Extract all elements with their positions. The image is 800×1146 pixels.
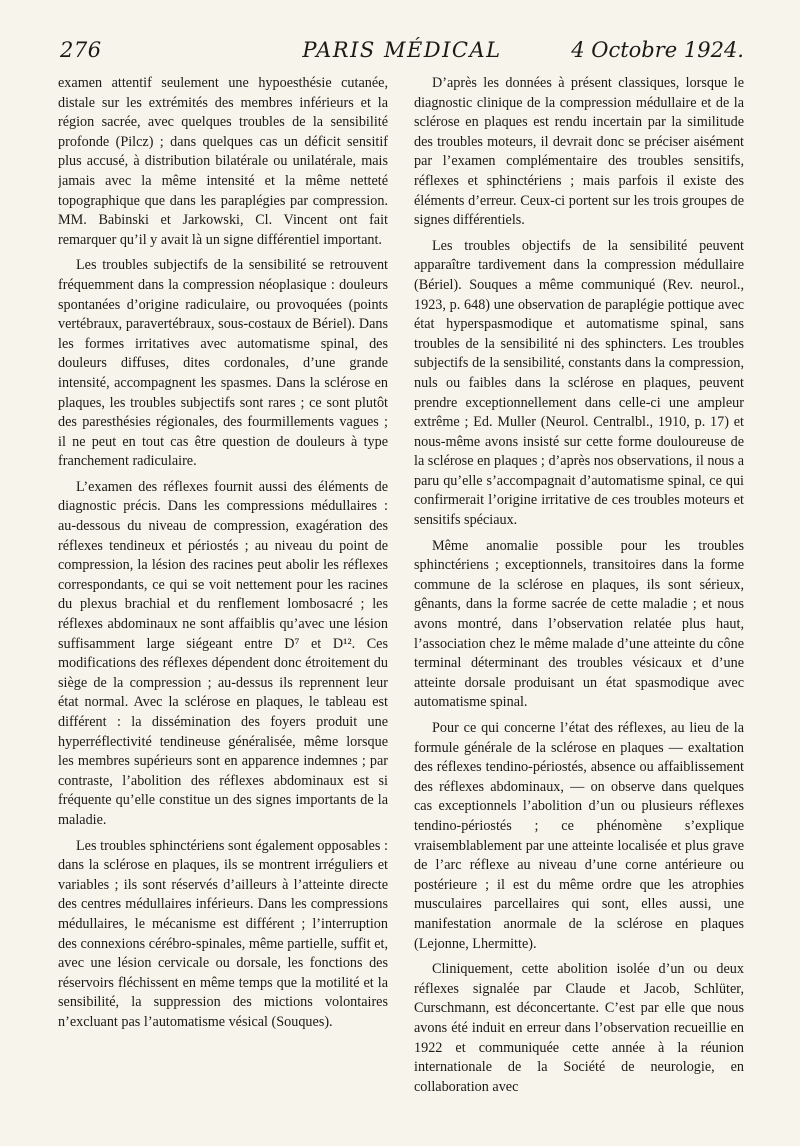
running-header xyxy=(60,38,744,68)
paragraph: Même anomalie possible pour les troubles sphinctériens ; exceptionnels, transitoires dans la forme commune de la sclérose en plaques, ils sont sérieux, gênants, dans la forme sacrée de cette maladie ; et nous avons montré, dans l’observation relatée plus haut, l’association chez le même malade d’une atteinte du cône terminal déterminant des troubles vésicaux et d’une atteinte dorsale produisant un état spasmodique avec automatisme spinal. xyxy=(414,537,744,711)
paragraph: Pour ce qui concerne l’état des réflexes, au lieu de la formule générale de la sclérose en plaques — exaltation des réflexes tendino-périostés, absence ou affaiblissement des réflexes abdominaux, — on observe dans quelques cas exceptionnels l’abolition d’un ou plusieurs réflexes tendino-périostés ; ce phénomène s’explique vraisemblablement par une atteinte localisée et plus grave de l’arc réflexe au niveau d’une corne antérieure ou postérieure ; il est du même ordre que les atrophies musculaires parcellaires qui sont, elles aussi, une manifestation anormale de la sclérose en plaques (Lejonne, Lhermitte). xyxy=(414,720,744,952)
paragraph: L’examen des réflexes fournit aussi des éléments de diagnostic précis. Dans les compressions médullaires : au-dessous du niveau de compression, exagération des réflexes tendineux et périostés ; au niveau du point de compression, la lésion des racines peut abolir les réflexes correspondants, ce qui se voit nettement pour les racines du plexus brachial et du renflement lombosacré ; les réflexes abdominaux ne sont affaiblis qu’avec une lésion suffisamment large siégeant entre D⁷ et D¹². Ces modifications des réflexes dépendent donc étroitement du siège de la compression ; au-dessus ils reprennent leur état normal. Avec la sclérose en plaques, le tableau est différent : la dissémination des foyers produit une hyperréflectivité tendineuse généralisée, même lorsque les membres supérieurs sont en apparence indemnes ; par contraste, l’abolition des réflexes abdominaux est si fréquente qu’elle constitue un des signes importants de la maladie. xyxy=(58,478,388,828)
left-column xyxy=(58,74,388,1124)
paragraph: Les troubles subjectifs de la sensibilité se retrouvent fréquemment dans la compression néoplasique : douleurs spontanées d’origine radiculaire, ou provoquées (points vertébraux, paravertébraux, sous-costaux de Bériel). Dans les formes irritatives avec automatisme spinal, des douleurs diffuses, dites cordonales, d’une grande intensité, accompagnent les spasmes. Dans la sclérose en plaques, les troubles subjectifs sont rares ; ce sont plutôt des paresthésies régionales, des fourmillements vagues ; il ne peut en tout cas être question de douleurs à type franchement radiculaire. xyxy=(58,257,388,470)
text-columns xyxy=(58,74,744,1124)
paragraph: Les troubles objectifs de la sensibilité peuvent apparaître tardivement dans la compression médullaire (Bériel). Souques a même communiqué (Rev. neurol., 1923, p. 648) une observation de paraplégie pottique avec état hyperspasmodique et automatisme spinal, sans troubles de la sensibilité ni des sphincters. Les troubles subjectifs de la sensibilité, constants dans la compression, nuls ou faibles dans la sclérose en plaques, peuvent prendre exceptionnellement dans celle-ci une ampleur extrême ; Ed. Muller (Neurol. Centralbl., 1910, p. 17) et nous-même avons insisté sur cette forme douloureuse de la sclérose en plaques ; d’après nos observations, il nous a paru qu’elle s’accompagnait d’automatisme spinal, ce qui confirmerait l’origine irritative de ces troubles moteurs et sensitifs spéciaux. xyxy=(414,237,744,529)
paragraph: examen attentif seulement une hypoesthésie cutanée, distale sur les extrémités des membres inférieurs et la région sacrée, avec quelques troubles de la sensibilité profonde (Pilcz) ; dans quelques cas un déficit sensitif plus accusé, à distribution bilatérale ou unilatérale, mais jamais avec la même intensité et la même netteté topographique que dans les paraplégies par compression. MM. Babinski et Jarkowski, Cl. Vincent ont fait remarquer qu’il y avait là un signe différentiel important. xyxy=(58,75,388,248)
issue-date: 4 Octobre 1924. xyxy=(571,38,744,62)
paragraph: D’après les données à présent classiques, lorsque le diagnostic clinique de la compression médullaire et de la sclérose en plaques est rendu incertain par la similitude des troubles moteurs, il devrait donc se préciser aisément par l’examen complémentaire des troubles sensitifs, réflexes et sphinctériens ; mais parfois il existe des éléments d’erreur. Ceux-ci portent sur les trois groupes de signes différentiels. xyxy=(414,75,744,229)
page-number: 276 xyxy=(60,38,102,62)
journal-title: PARIS MÉDICAL xyxy=(302,38,502,62)
paragraph: Les troubles sphinctériens sont également opposables : dans la sclérose en plaques, ils se montrent irréguliers et variables ; ils sont réservés d’ailleurs à l’atteinte directe des centres médullaires inférieurs. Dans les compressions médullaires, le mécanisme est différent ; l’interruption des connexions cérébro-spinales, même partielle, suffit et, avec une lésion cervicale ou dorsale, les fonctions des réservoirs fléchissent en même temps que la motilité et la sensibilité, la suppression des mictions volontaires n’excluant pas l’automatisme vésical (Souques). xyxy=(58,837,388,1030)
paragraph: Cliniquement, cette abolition isolée d’un ou deux réflexes signalée par Claude et Jacob, Schlüter, Curschmann, est déconcertante. C’est par elle que nous avons été induit en erreur dans l’observation recueillie en 1922 et communiquée cette année à la réunion internationale de la Société de neurologie, en collaboration avec xyxy=(414,961,744,1095)
right-column xyxy=(414,74,744,1124)
